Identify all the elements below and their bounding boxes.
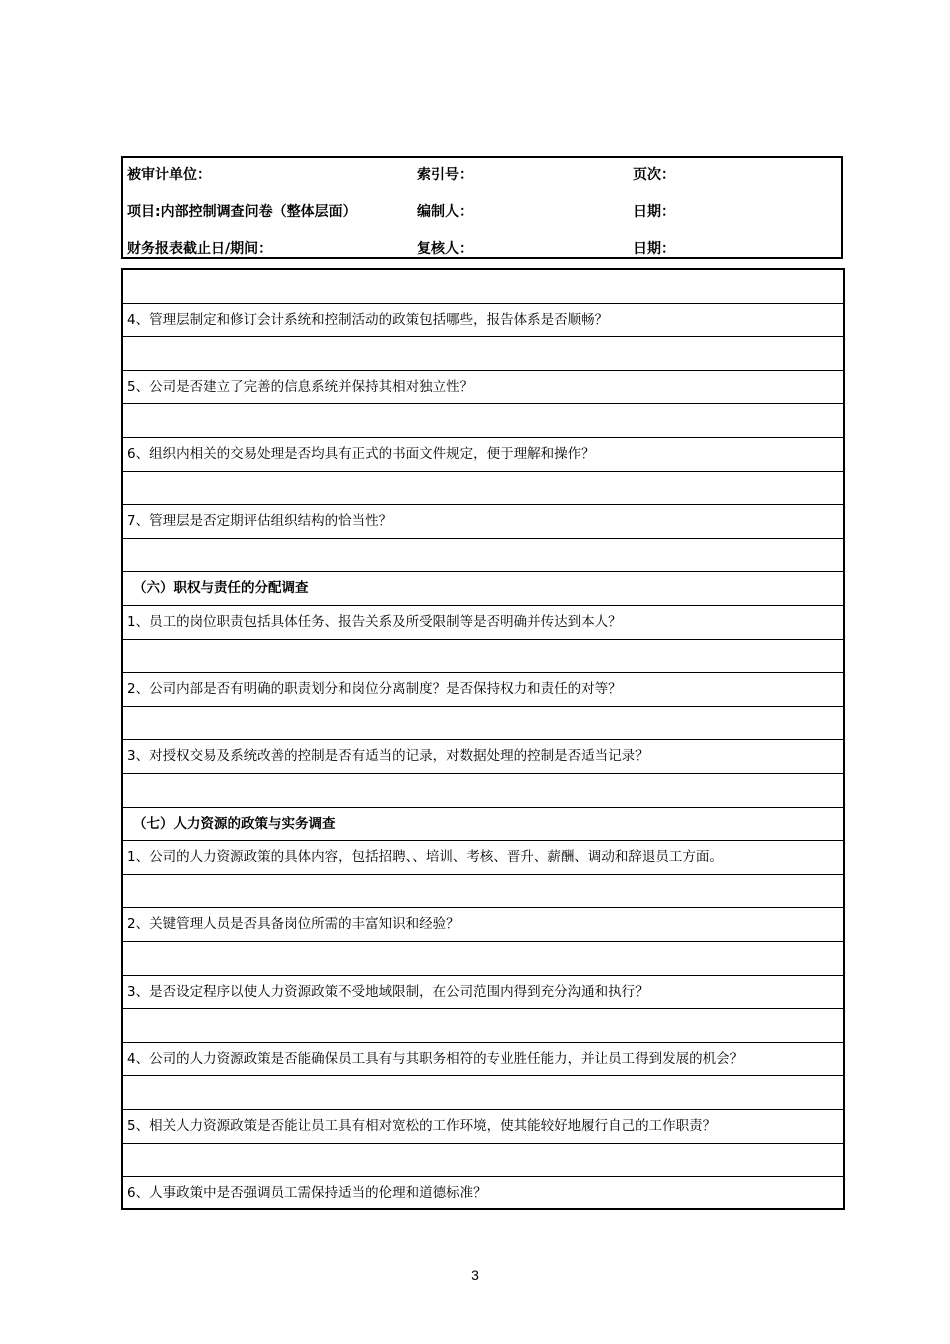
reviewed-date-label: 日期： xyxy=(633,241,675,257)
section-heading-row xyxy=(123,572,843,606)
question-text: 4、管理层制定和修订会计系统和控制活动的政策包括哪些，报告体系是否顺畅？ xyxy=(127,311,609,328)
question-text: 2、公司内部是否有明确的职责划分和岗位分离制度？是否保持权力和责任的对等？ xyxy=(127,681,622,698)
question-text: 7、管理层是否定期评估组织结构的恰当性？ xyxy=(127,513,393,530)
header-row xyxy=(123,197,841,221)
question-row xyxy=(123,1177,843,1211)
answer-row xyxy=(123,942,843,976)
question-row xyxy=(123,673,843,707)
index-number-label: 索引号： xyxy=(417,167,473,183)
section-heading-row xyxy=(123,808,843,842)
answer-row xyxy=(123,875,843,909)
prepared-date-label: 日期： xyxy=(633,204,675,220)
reviewer-label: 复核人： xyxy=(417,241,473,257)
question-row xyxy=(123,976,843,1010)
answer-row xyxy=(123,640,843,674)
question-text: 5、相关人力资源政策是否能让员工具有相对宽松的工作环境，使其能较好地履行自己的工作职责？ xyxy=(127,1118,717,1134)
project-label: 项目:内部控制调查问卷（整体层面） xyxy=(127,204,357,220)
answer-row xyxy=(123,539,843,573)
question-text: 2、关键管理人员是否具备岗位所需的丰富知识和经验？ xyxy=(127,916,460,933)
answer-row xyxy=(123,1009,843,1043)
answer-row xyxy=(123,707,843,741)
question-row xyxy=(123,841,843,875)
question-text: 5、公司是否建立了完善的信息系统并保持其相对独立性？ xyxy=(127,378,474,395)
answer-row xyxy=(123,270,843,304)
question-row xyxy=(123,1110,843,1144)
question-row xyxy=(123,304,843,338)
answer-row xyxy=(123,337,843,371)
question-row xyxy=(123,606,843,640)
period-label: 财务报表截止日/期间： xyxy=(127,241,273,257)
question-text: 6、组织内相关的交易处理是否均具有正式的书面文件规定，便于理解和操作？ xyxy=(127,446,595,462)
answer-row xyxy=(123,1144,843,1178)
answer-row xyxy=(123,404,843,438)
header-row xyxy=(123,160,841,184)
question-row xyxy=(123,1043,843,1077)
question-text: 1、员工的岗位职责包括具体任务、报告关系及所受限制等是否明确并传达到本人？ xyxy=(127,614,622,630)
section-heading: （七）人力资源的政策与实务调查 xyxy=(133,815,336,832)
question-row xyxy=(123,505,843,539)
audited-unit-label: 被审计单位： xyxy=(127,167,211,183)
question-text: 3、对授权交易及系统改善的控制是否有适当的记录，对数据处理的控制是否适当记录？ xyxy=(127,748,649,765)
section-heading: （六）职权与责任的分配调查 xyxy=(133,580,309,597)
question-row xyxy=(123,371,843,405)
question-text: 4、公司的人力资源政策是否能确保员工具有与其职务相符的专业胜任能力，并让员工得到发展的机会？ xyxy=(127,1050,744,1067)
answer-row xyxy=(123,1076,843,1110)
page-label: 页次： xyxy=(633,167,675,183)
page-number: 3 xyxy=(471,1267,479,1283)
preparer-label: 编制人： xyxy=(417,204,473,220)
answer-row xyxy=(123,774,843,808)
question-text: 1、公司的人力资源政策的具体内容，包括招聘、、培训、考核、晋升、薪酬、调动和辞退员工方面。 xyxy=(127,849,723,866)
question-text: 3、是否设定程序以使人力资源政策不受地域限制，在公司范围内得到充分沟通和执行？ xyxy=(127,983,649,1000)
question-text: 6、人事政策中是否强调员工需保持适当的伦理和道德标准？ xyxy=(127,1185,487,1202)
answer-row xyxy=(123,472,843,506)
question-row xyxy=(123,438,843,472)
header-row xyxy=(123,234,841,258)
audit-header xyxy=(121,156,843,259)
question-row xyxy=(123,908,843,942)
questionnaire-table xyxy=(121,268,845,1210)
question-row xyxy=(123,740,843,774)
